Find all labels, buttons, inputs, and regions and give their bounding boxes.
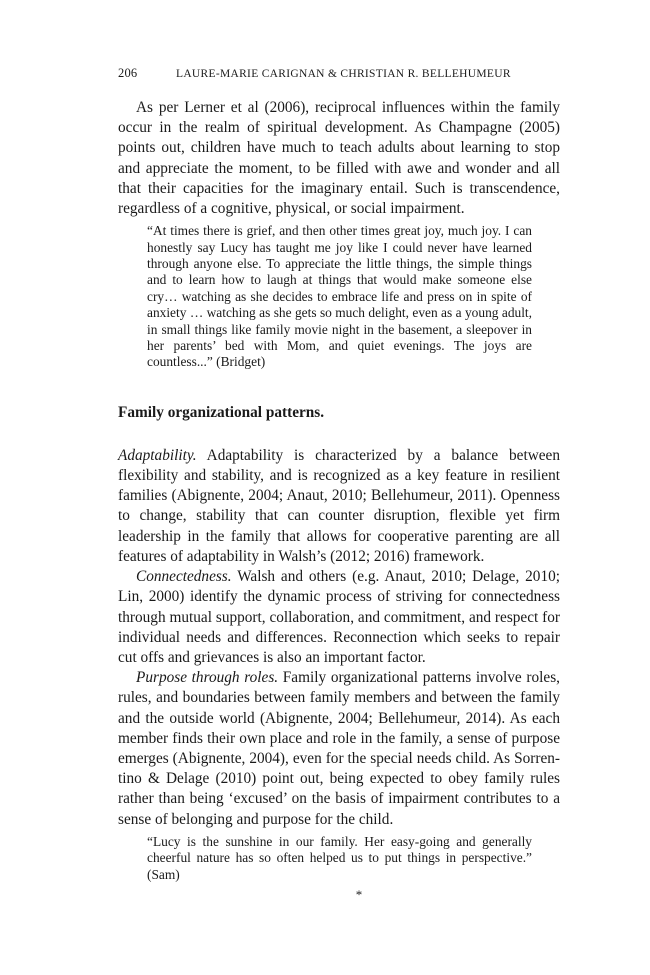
purpose-text: Family organizational patterns involve roles, rules, and boundaries between family members and between the family and the outside world (Abignente, 2004; Bellehumeur, 2014). As each member finds their own place and role in the family, a sense of purpose emerges (Abignente, 2004), even for the special needs child. As Sorrentino & Delage (2010) point out, being expected to obey family rules rather than being ‘excused’ on the basis of impairment contributes to a sense of belonging and purpose for the child. <box>118 669 560 828</box>
scene-break-asterisk: * <box>355 886 363 902</box>
intro-paragraph: As per Lerner et al (2006), reciprocal influences within the family occur in the realm of spiritual development. As Champagne (2005) points out, children have much to teach adults about learning to stop and appreciate the moment, to be filled with awe and wonder and all that their capacities for the imaginary entail. Such is transcendence, regardless of a cognitive, physical, or social impairment. <box>118 99 560 218</box>
purpose-term: Purpose through roles. <box>136 669 279 687</box>
adaptability-term: Adaptability. <box>118 446 197 464</box>
page <box>118 66 560 903</box>
connectedness-term: Connectedness. <box>136 568 232 586</box>
running-head-authors: LAURE-MARIE CARIGNAN & CHRISTIAN R. BELLEHUMEUR <box>176 68 511 80</box>
page-number: 206 <box>118 66 138 80</box>
connectedness-text: Walsh and others (e.g. Anaut, 2010; Delage, 2010; Lin, 2000) identify the dynamic process of striving for connectedness through mutual support, collaboration, and commitment, and respect for individual needs and differences. Reconnection which seeks to repair cut offs and grievances is also an important factor. <box>118 568 560 666</box>
adaptability-paragraph <box>118 446 560 567</box>
connectedness-paragraph <box>118 567 560 668</box>
block-quote-bridget: “At times there is grief, and then other times great joy, much joy. I can honestly say Lucy has taught me joy like I could never have learned through anyone else. To appreciate the little things, the simple things and to learn how to laugh at things that would make someone else cry… watching as she decides to embrace life and press on in spite of anxiety … watching as she gets so much delight, even as a young adult, in small things like family movie night in the basement, a sleepover in her parents’ bed with Mom, and quiet evenings. The joys are countless...” (Bridget) <box>147 223 532 370</box>
section-heading: Family organizational patterns. <box>118 403 325 421</box>
adaptability-text: Adaptability is characterized by a balance between flexibility and stability, and is recognized as a key feature in resilient families (Abignente, 2004; Anaut, 2010; Bellehumeur, 2011). Openness to change, stability that can counter disruption, flexible yet firm leadership in the family that allows for cooperative parenting are all features of adaptability in Walsh’s (2012; 2016) framework. <box>118 446 560 565</box>
purpose-paragraph <box>118 668 560 830</box>
block-quote-sam: “Lucy is the sunshine in our family. Her easy-going and generally cheerful nature has so often helped us to put things in perspective.” (Sam) <box>147 833 532 882</box>
running-head <box>118 66 560 81</box>
